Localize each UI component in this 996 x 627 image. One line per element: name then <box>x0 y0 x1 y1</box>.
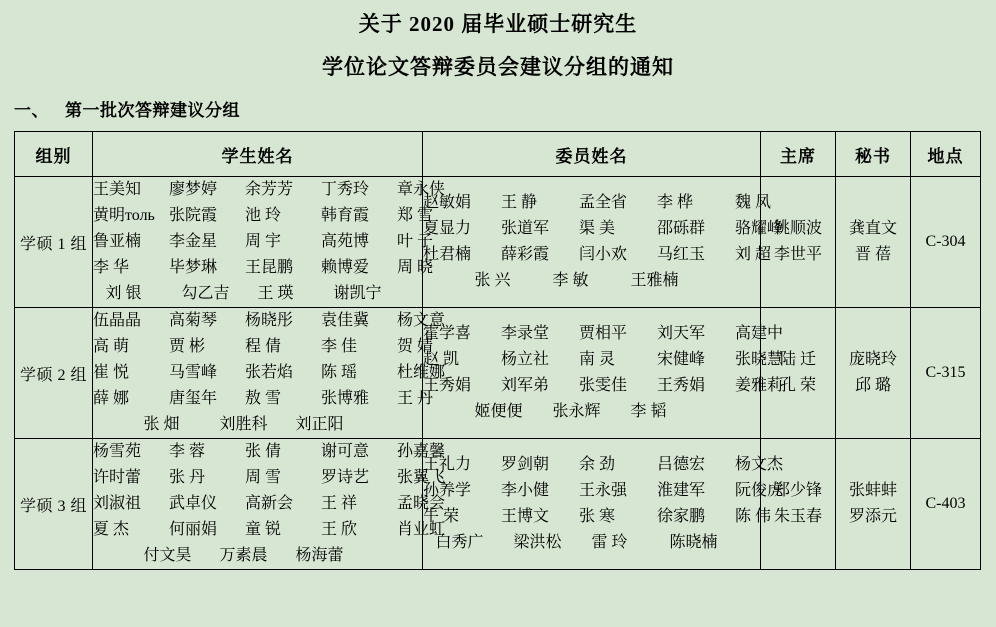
person-name: 贺 婧 <box>397 338 434 355</box>
person-name: 张晓慧 <box>735 351 784 368</box>
person-name: 周 晓 <box>397 259 434 276</box>
person-name: 王永强 <box>579 482 628 499</box>
person-name: 余芳芳 <box>245 181 294 198</box>
person-name: 淮建军 <box>657 482 706 499</box>
members-names-cell <box>423 439 784 570</box>
person-name: 张雯佳 <box>579 377 628 394</box>
person-name: 邵砾群 <box>657 220 706 237</box>
person-name: 王博文 <box>501 508 550 525</box>
name-row <box>93 439 446 465</box>
person-name: 杨文意 <box>397 312 446 329</box>
person-name: 余 劲 <box>579 456 616 473</box>
person-name: 王秀娟 <box>423 377 472 394</box>
name-row <box>93 465 446 491</box>
person-name: 阮俊虎 <box>735 482 784 499</box>
person-name: 杨雪苑 <box>93 443 142 460</box>
person-name: 勾乙吉 <box>181 285 230 302</box>
group-name-cell: 学硕 3 组 <box>15 439 93 570</box>
name-row <box>423 242 772 268</box>
person-name: 马红玉 <box>657 246 706 263</box>
person-name: 杜君楠 <box>423 246 472 263</box>
person-name: 毕梦琳 <box>169 259 218 276</box>
person-name: 刘 超 <box>735 246 772 263</box>
person-name: 南 灵 <box>579 351 616 368</box>
person-name: 李 蓉 <box>169 443 206 460</box>
column-header-chair: 主席 <box>761 132 836 177</box>
person-name: 闫小欢 <box>579 246 628 263</box>
person-name: 杜维娜 <box>397 364 446 381</box>
page-title-line-1: 关于 2020 届毕业硕士研究生 <box>358 12 638 36</box>
person-name: 晋 蓓 <box>854 246 891 263</box>
person-name: 王 静 <box>501 194 538 211</box>
person-name: 李 敏 <box>552 272 589 289</box>
name-row <box>93 412 422 438</box>
members-names-cell <box>423 308 784 439</box>
person-name: 杨海蕾 <box>295 547 344 564</box>
person-name: 崔 悦 <box>93 364 130 381</box>
person-name: 薛 娜 <box>93 390 130 407</box>
person-name: 付文昊 <box>143 547 192 564</box>
person-name: 徐家鹏 <box>657 508 706 525</box>
name-row <box>423 399 760 425</box>
person-name: 雷 玲 <box>591 534 628 551</box>
person-name: 魏 凤 <box>735 194 772 211</box>
person-name: 何丽娟 <box>169 521 218 538</box>
person-name: 杨文杰 <box>735 456 784 473</box>
person-name: 贾相平 <box>579 325 628 342</box>
person-name: 贾 彬 <box>169 338 206 355</box>
person-name: 王礼力 <box>423 456 472 473</box>
person-name: 刘 银 <box>105 285 142 302</box>
person-name: 陈 伟 <box>735 508 772 525</box>
column-header-secretary: 秘书 <box>836 132 911 177</box>
person-name: 孙嘉馨 <box>397 443 446 460</box>
person-name: 夏显力 <box>423 220 472 237</box>
person-name: 赵敏娟 <box>423 194 472 211</box>
person-name: 张蚌蚌 <box>848 482 897 499</box>
person-name: 朱玉春 <box>773 508 822 525</box>
person-name: 鲁亚楠 <box>93 233 142 250</box>
person-name: 王 瑛 <box>257 285 294 302</box>
name-row <box>93 281 422 307</box>
person-name: 许时蕾 <box>93 469 142 486</box>
person-name: 袁佳冀 <box>321 312 370 329</box>
person-name: 李 韬 <box>630 403 667 420</box>
name-row <box>423 530 760 556</box>
person-name: 高 萌 <box>93 338 130 355</box>
person-name: 谢可意 <box>321 443 370 460</box>
name-row <box>93 308 446 334</box>
person-name: 薛彩霞 <box>501 246 550 263</box>
person-name: 丁秀玲 <box>321 181 370 198</box>
person-name: 池 玲 <box>245 207 282 224</box>
column-header-students: 学生姓名 <box>93 132 423 177</box>
person-name: 姬便便 <box>474 403 523 420</box>
members-names-cell <box>423 177 784 308</box>
person-name: 郑少锋 <box>773 482 822 499</box>
person-name: 骆耀峰 <box>735 220 784 237</box>
person-name: 陈 瑶 <box>321 364 358 381</box>
person-name: 马雪峰 <box>169 364 218 381</box>
person-name: 王昆鹏 <box>245 259 294 276</box>
person-name: 敖 雪 <box>245 390 282 407</box>
column-header-members: 委员姓名 <box>423 132 761 177</box>
name-row <box>423 373 784 399</box>
name-row <box>93 491 446 517</box>
name-row <box>423 347 784 373</box>
person-name: 章永侠 <box>397 181 446 198</box>
person-name: 孟全省 <box>579 194 628 211</box>
table-row <box>15 177 981 308</box>
person-name: 王 祥 <box>321 495 358 512</box>
person-name: 黄明толь <box>93 207 155 224</box>
person-name: 高苑博 <box>321 233 370 250</box>
person-name: 周 雪 <box>245 469 282 486</box>
person-name: 张 畑 <box>143 416 180 433</box>
person-name: 张若焰 <box>245 364 294 381</box>
person-name: 刘胜科 <box>219 416 268 433</box>
place-cell: C-304 <box>911 177 981 308</box>
person-name: 王美知 <box>93 181 142 198</box>
person-name: 李录堂 <box>501 325 550 342</box>
column-header-place: 地点 <box>911 132 981 177</box>
person-name: 郑 雪 <box>397 207 434 224</box>
person-name: 陆 迁 <box>779 351 816 368</box>
name-row <box>93 360 446 386</box>
person-name: 李 桦 <box>657 194 694 211</box>
person-name: 孔 荣 <box>779 377 816 394</box>
person-name: 孟晓会 <box>397 495 446 512</box>
person-name: 王 欣 <box>321 521 358 538</box>
table-row <box>15 308 981 439</box>
person-name: 陈晓楠 <box>669 534 718 551</box>
person-name: 李小健 <box>501 482 550 499</box>
section-number: 一、 <box>14 101 49 120</box>
page-title-line-2: 学位论文答辩委员会建议分组的通知 <box>322 55 674 79</box>
person-name: 周 宇 <box>245 233 282 250</box>
person-name: 张道军 <box>501 220 550 237</box>
person-name: 张 兴 <box>474 272 511 289</box>
person-name: 刘天军 <box>657 325 706 342</box>
person-name: 童 锐 <box>245 521 282 538</box>
person-name: 庞晓玲 <box>848 351 897 368</box>
place-cell: C-315 <box>911 308 981 439</box>
name-row <box>423 478 784 504</box>
name-row <box>423 504 772 530</box>
name-row <box>423 452 784 478</box>
name-row <box>93 255 434 281</box>
section-title: 第一批次答辩建议分组 <box>65 101 240 120</box>
person-name: 张永辉 <box>552 403 601 420</box>
person-name: 白秀广 <box>435 534 484 551</box>
person-name: 渠 美 <box>579 220 616 237</box>
person-name: 罗添元 <box>848 508 897 525</box>
person-name: 王 丹 <box>397 390 434 407</box>
name-row <box>423 190 772 216</box>
person-name: 李 华 <box>93 259 130 276</box>
person-name: 万素晨 <box>219 547 268 564</box>
person-name: 牛 荣 <box>423 508 460 525</box>
name-row <box>423 268 760 294</box>
person-name: 张院霞 <box>169 207 218 224</box>
person-name: 赖博爱 <box>321 259 370 276</box>
person-name: 张翼飞 <box>397 469 446 486</box>
person-name: 程 倩 <box>245 338 282 355</box>
name-row <box>423 321 784 347</box>
table-body <box>15 177 981 570</box>
person-name: 张 丹 <box>169 469 206 486</box>
name-row <box>93 386 434 412</box>
name-row <box>93 203 434 229</box>
name-row <box>93 334 434 360</box>
person-name: 姜雅莉 <box>735 377 784 394</box>
table-row <box>15 439 981 570</box>
person-name: 张博雅 <box>321 390 370 407</box>
person-name: 叶 子 <box>397 233 434 250</box>
name-row <box>93 177 446 203</box>
person-name: 伍晶晶 <box>93 312 142 329</box>
person-name: 高新会 <box>245 495 294 512</box>
person-name: 王秀娟 <box>657 377 706 394</box>
group-name-cell: 学硕 2 组 <box>15 308 93 439</box>
person-name: 吕德宏 <box>657 456 706 473</box>
person-name: 王雅楠 <box>630 272 679 289</box>
secretary-cell <box>836 308 911 439</box>
person-name: 李金星 <box>169 233 218 250</box>
person-name: 龚直文 <box>848 220 897 237</box>
person-name: 高建中 <box>735 325 784 342</box>
person-name: 罗诗艺 <box>321 469 370 486</box>
person-name: 张 倩 <box>245 443 282 460</box>
grouping-table <box>14 131 981 570</box>
person-name: 邱 璐 <box>854 377 891 394</box>
secretary-cell <box>836 439 911 570</box>
person-name: 唐玺年 <box>169 390 218 407</box>
person-name: 高菊琴 <box>169 312 218 329</box>
person-name: 肖业虹 <box>397 521 446 538</box>
person-name: 谢凯宁 <box>333 285 382 302</box>
person-name: 刘淑祖 <box>93 495 142 512</box>
place-cell: C-403 <box>911 439 981 570</box>
name-row <box>93 229 434 255</box>
person-name: 武卓仪 <box>169 495 218 512</box>
person-name: 廖梦婷 <box>169 181 218 198</box>
name-row <box>423 216 784 242</box>
person-name: 宋健峰 <box>657 351 706 368</box>
name-row <box>93 517 446 543</box>
person-name: 刘军弟 <box>501 377 550 394</box>
person-name: 杨晓彤 <box>245 312 294 329</box>
person-name: 刘正阳 <box>295 416 344 433</box>
person-name: 夏 杰 <box>93 521 130 538</box>
person-name: 张 寒 <box>579 508 616 525</box>
person-name: 李 佳 <box>321 338 358 355</box>
section-heading <box>14 96 996 121</box>
person-name: 杨立社 <box>501 351 550 368</box>
table-header-row <box>15 132 981 177</box>
column-header-group: 组别 <box>15 132 93 177</box>
student-names-cell <box>93 177 446 308</box>
person-name: 霍学喜 <box>423 325 472 342</box>
person-name: 姚顺波 <box>773 220 822 237</box>
person-name: 罗剑朝 <box>501 456 550 473</box>
person-name: 李世平 <box>773 246 822 263</box>
person-name: 梁洪松 <box>513 534 562 551</box>
group-name-cell: 学硕 1 组 <box>15 177 93 308</box>
person-name: 赵 凯 <box>423 351 460 368</box>
name-row <box>93 543 422 569</box>
person-name: 韩育霞 <box>321 207 370 224</box>
person-name: 孙养学 <box>423 482 472 499</box>
secretary-cell <box>836 177 911 308</box>
